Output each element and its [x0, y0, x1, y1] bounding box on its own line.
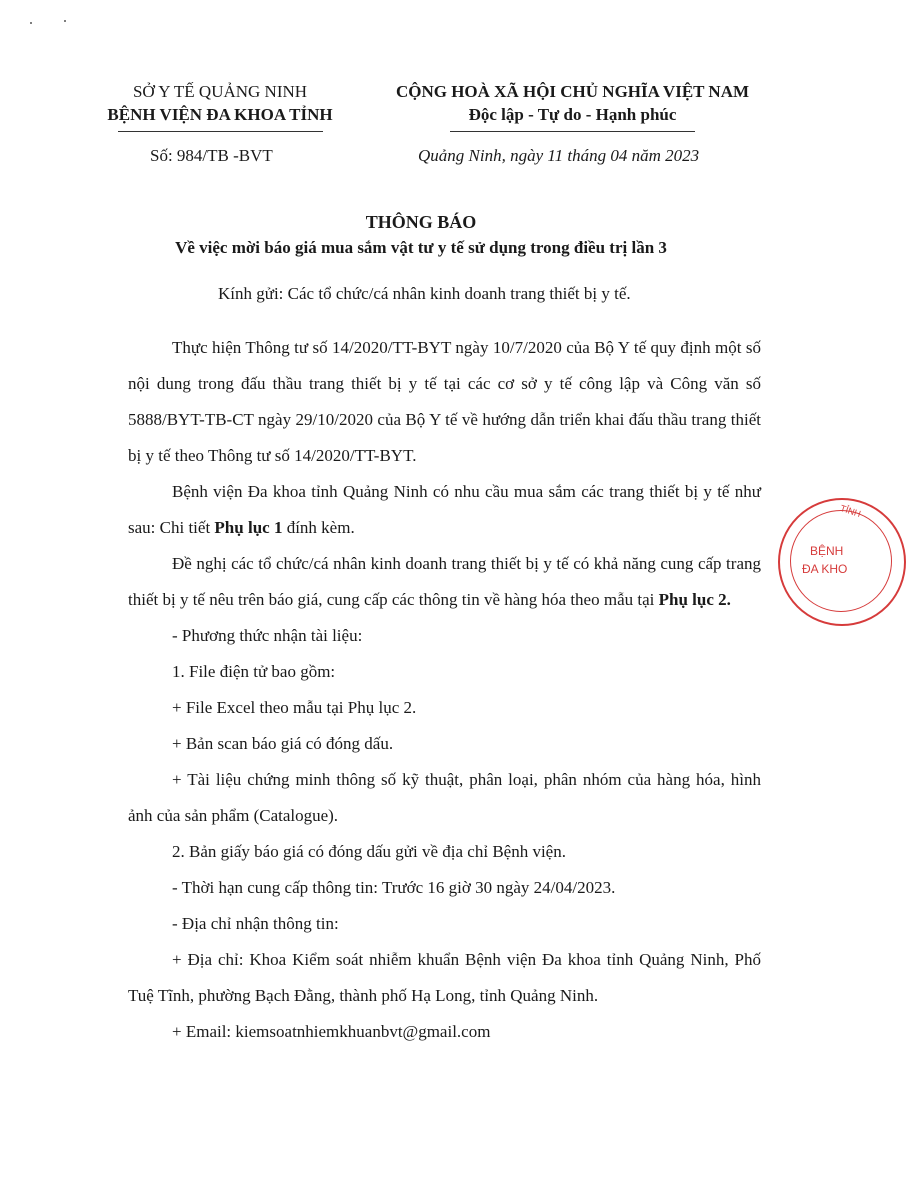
recipient-line: Kính gửi: Các tổ chức/cá nhân kinh doanh trang thiết bị y tế.: [218, 284, 631, 303]
official-seal: [778, 498, 906, 626]
list-line: - Phương thức nhận tài liệu:: [172, 626, 363, 645]
scan-speck: [30, 22, 32, 24]
paragraph-documents: + Tài liệu chứng minh thông số kỹ thuật, phân loại, phân nhóm của hàng hóa, hình ảnh của sản phẩm (Catalogue).: [128, 770, 761, 825]
paragraph-request: Đề nghị các tổ chức/cá nhân kinh doanh trang thiết bị y tế có khả năng cung cấp trang thiết bị y tế nêu trên báo giá, cung cấp các thông tin về hàng hóa theo mẫu tại Phụ lục 2.: [128, 554, 761, 609]
seal-text-top: TỈNH: [838, 503, 863, 519]
document-title: THÔNG BÁO: [365, 212, 477, 232]
paragraph-need: Bệnh viện Đa khoa tỉnh Quảng Ninh có nhu cầu mua sắm các trang thiết bị y tế như sau: Chi tiết Phụ lục 1 đính kèm.: [128, 482, 761, 537]
list-line: - Địa chỉ nhận thông tin:: [172, 914, 339, 933]
place-and-date: Quảng Ninh, ngày 11 tháng 04 năm 2023: [418, 146, 700, 165]
list-line: + File Excel theo mẫu tại Phụ lục 2.: [172, 698, 417, 717]
header-underline: [118, 131, 323, 132]
list-line: 2. Bản giấy báo giá có đóng dấu gửi về địa chỉ Bệnh viện.: [172, 842, 566, 861]
motto-underline: [450, 131, 695, 132]
list-line: + Email: kiemsoatnhiemkhuanbvt@gmail.com: [172, 1022, 491, 1041]
appendix-1-ref: Phụ lục 1: [214, 518, 283, 537]
issuing-authority-block: [90, 80, 350, 132]
document-number: Số: 984/TB -BVT: [150, 146, 273, 165]
national-header-block: [375, 80, 770, 132]
agency-name: SỞ Y TẾ QUẢNG NINH: [132, 82, 308, 101]
seal-text-1: BỆNH: [810, 544, 844, 558]
paragraph-legal-basis: Thực hiện Thông tư số 14/2020/TT-BYT ngày 10/7/2020 của Bộ Y tế quy định một số nội dung trong đấu thầu trang thiết bị y tế tại các cơ sở y tế công lập và Công văn số 5888/BYT-TB-CT ngày 29/10/2020 của Bộ Y tế về hướng dẫn triển khai đấu thầu trang thiết bị y tế theo Thông tư số 14/2020/TT-BYT.: [128, 338, 761, 465]
document-body: [128, 330, 761, 1050]
paragraph-address: + Địa chỉ: Khoa Kiểm soát nhiễm khuẩn Bệnh viện Đa khoa tỉnh Quảng Ninh, Phố Tuệ Tĩnh, phường Bạch Đằng, thành phố Hạ Long, tỉnh Quảng Ninh.: [128, 950, 761, 1005]
seal-text-2: ĐA KHO: [802, 562, 848, 576]
list-line: - Thời hạn cung cấp thông tin: Trước 16 giờ 30 ngày 24/04/2023.: [172, 878, 616, 897]
list-line: + Bản scan báo giá có đóng dấu.: [172, 734, 394, 753]
unit-name: BỆNH VIỆN ĐA KHOA TỈNH: [107, 105, 333, 124]
appendix-2-ref: Phụ lục 2.: [658, 590, 731, 609]
national-motto: Độc lập - Tự do - Hạnh phúc: [468, 105, 677, 124]
scan-speck: [64, 20, 66, 22]
seal-inner-ring: [790, 510, 892, 612]
document-subtitle: Về việc mời báo giá mua sắm vật tư y tế sử dụng trong điều trị lần 3: [175, 238, 667, 257]
country-name: CỘNG HOÀ XÃ HỘI CHỦ NGHĨA VIỆT NAM: [395, 82, 750, 101]
list-line: 1. File điện tử bao gồm:: [172, 662, 336, 681]
